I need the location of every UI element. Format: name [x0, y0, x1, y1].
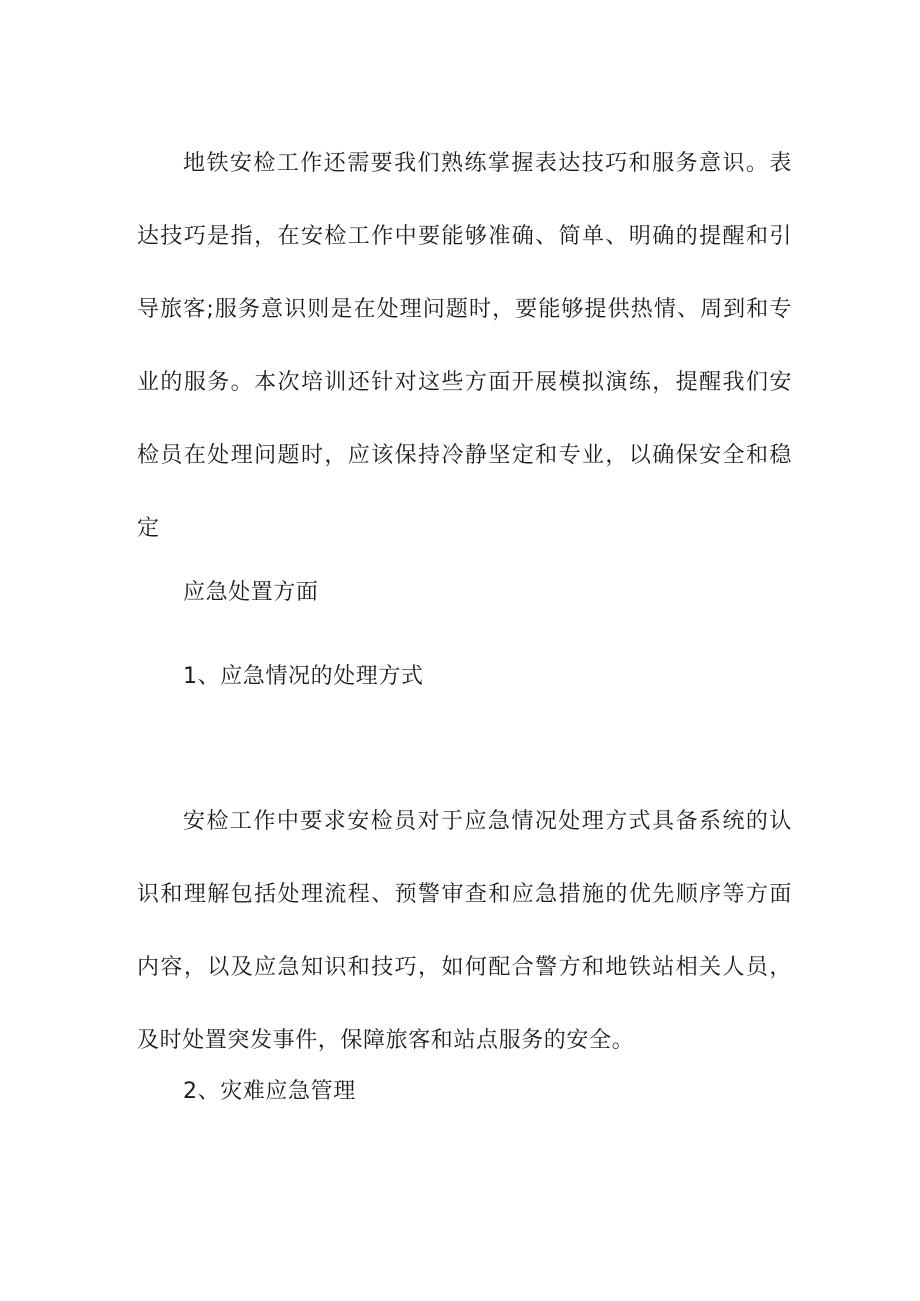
- paragraph-expression-and-service: 地铁安检工作还需要我们熟练掌握表达技巧和服务意识。表达技巧是指，在安检工作中要能够准确、简单、明确的提醒和引导旅客;服务意识则是在处理问题时，要能够提供热情、周到和专业的服务。本次培训还针对这些方面开展模拟演练，提醒我们安检员在处理问题时，应该保持冷静坚定和专业，以确保安全和稳定: [137, 151, 792, 541]
- paragraph-emergency-methods: 安检工作中要求安检员对于应急情况处理方式具备系统的认识和理解包括处理流程、预警审查和应急措施的优先顺序等方面内容，以及应急知识和技巧，如何配合警方和地铁站相关人员，及时处置突发事件，保障旅客和站点服务的安全。: [137, 809, 792, 1053]
- section-heading-emergency-handling: 应急处置方面: [183, 580, 319, 605]
- subsection-heading-disaster-management: 2、灾难应急管理: [183, 1079, 356, 1104]
- subsection-heading-emergency-methods: 1、应急情况的处理方式: [183, 664, 424, 689]
